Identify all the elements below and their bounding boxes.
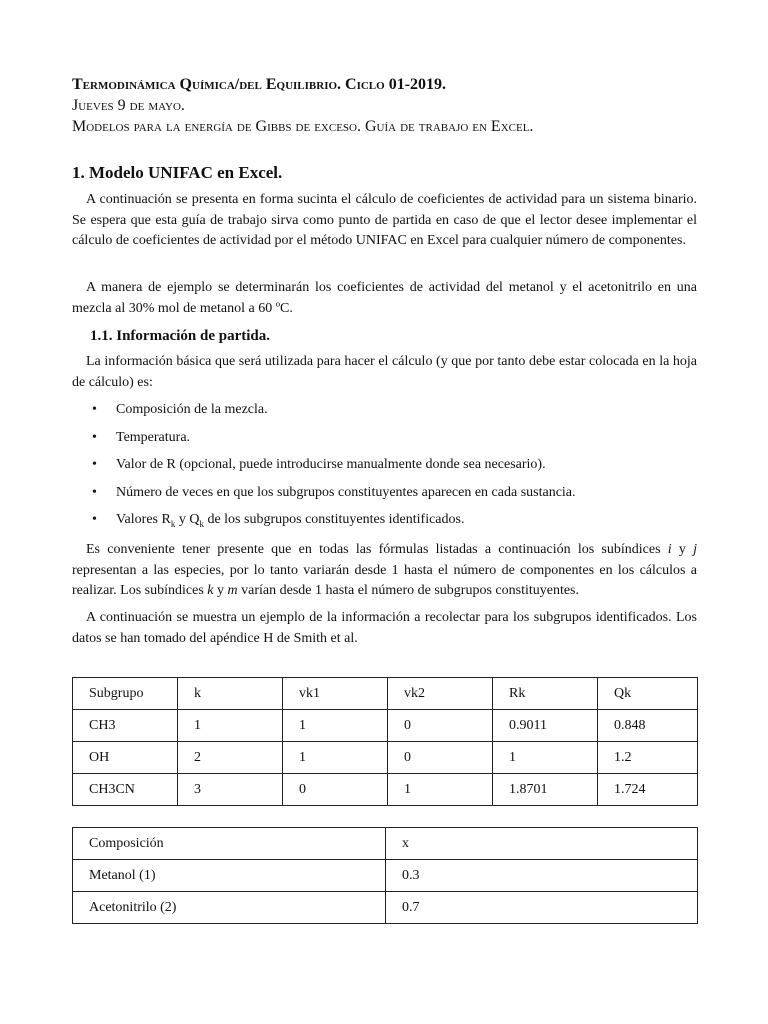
table-header-cell: Qk: [598, 678, 698, 710]
bullet-icon: •: [92, 402, 97, 417]
bullet-icon: •: [92, 429, 97, 445]
table-cell: 2: [178, 742, 283, 774]
table-row: [73, 892, 698, 924]
table-cell: 0.848: [598, 710, 698, 742]
table-row: [73, 710, 698, 742]
table-cell: 1: [283, 710, 388, 742]
subgroup-table: [72, 677, 698, 806]
table-cell: 3: [178, 774, 283, 806]
table-cell: 1.8701: [493, 774, 598, 806]
bullet-icon: •: [92, 484, 97, 500]
table-row: [73, 860, 698, 892]
section-1-1-heading: 1.1. Información de partida.: [90, 328, 270, 344]
bullet-icon: •: [92, 457, 97, 473]
section-1-1-paragraph-2: Es conveniente tener presente que en todas las fórmulas listadas a continuación los subíndices i y j representan a las especies, por lo tanto variarán desde 1 hasta el número de componentes en los cálculos a realizar. Los subíndices k y m varían desde 1 hasta el número de subgrupos constituyentes.: [72, 542, 698, 598]
document-header: [72, 74, 702, 137]
table-cell: CH3CN: [73, 774, 178, 806]
table-cell: 0: [388, 710, 493, 742]
list-item: • Valores $R_k$ y $Q_k$ de los subgrupos constituyentes identificados.: [92, 512, 465, 530]
input-list: [72, 400, 697, 538]
table-cell: 0: [283, 774, 388, 806]
table-cell: Acetonitrilo (2): [73, 892, 386, 924]
section-1-paragraph-1: A continuación se presenta en forma sucinta el cálculo de coeficientes de actividad para un sistema binario. Se espera que esta guía de trabajo sirva como punto de partida en caso de que el lector desee implementar el cálculo de coeficientes de actividad por el método UNIFAC en Excel para cualquier número de componentes.: [72, 192, 697, 248]
table-row: [73, 774, 698, 806]
list-item: • Composición de la mezcla.: [72, 400, 697, 428]
section-1-1-paragraph-3: A continuación se muestra un ejemplo de la información a recolectar para los subgrupos identificados. Los datos se han tomado del apéndice H de Smith et al.: [72, 610, 697, 646]
date-line: Jueves 9 de mayo.: [72, 97, 185, 114]
section-1-heading: 1. Modelo UNIFAC en Excel.: [72, 163, 283, 182]
list-item: • Número de veces en que los subgrupos constituyentes aparecen en cada sustancia.: [72, 483, 697, 511]
list-item: • Valor de R (opcional, puede introducirse manualmente donde sea necesario).: [72, 455, 697, 483]
table-header-cell: Rk: [493, 678, 598, 710]
table-cell: 0.9011: [493, 710, 598, 742]
course-title: Termodinámica Química/del Equilibrio. Ciclo 01-2019.: [72, 76, 447, 93]
table-header-cell: Composición: [73, 828, 386, 860]
list-item: • Temperatura.: [72, 428, 697, 456]
table-cell: 0.3: [386, 860, 698, 892]
table-cell: 1: [178, 710, 283, 742]
table-cell: 0: [388, 742, 493, 774]
table-cell: Metanol (1): [73, 860, 386, 892]
section-1-1-paragraph-1: La información básica que será utilizada para hacer el cálculo (y que por tanto debe estar colocada en la hoja de cálculo) es:: [72, 354, 697, 390]
document-subtitle: Modelos para la energía de Gibbs de exceso. Guía de trabajo en Excel.: [72, 118, 534, 135]
table-row: [73, 742, 698, 774]
bullet-icon: •: [92, 512, 97, 528]
composition-table: [72, 827, 698, 924]
table-header-cell: vk1: [283, 678, 388, 710]
table-header-row: [73, 678, 698, 710]
table-cell: 0.7: [386, 892, 698, 924]
section-1-paragraph-2: A manera de ejemplo se determinarán los coeficientes de actividad del metanol y el acetonitrilo en una mezcla al 30% mol de metanol a 60 ºC.: [72, 280, 697, 316]
table-cell: OH: [73, 742, 178, 774]
table-header-cell: Subgrupo: [73, 678, 178, 710]
table-header-cell: x: [386, 828, 698, 860]
table-header-row: [73, 828, 698, 860]
table-cell: 1: [388, 774, 493, 806]
table-cell: 1.724: [598, 774, 698, 806]
table-cell: 1: [283, 742, 388, 774]
table-cell: 1: [493, 742, 598, 774]
table-cell: CH3: [73, 710, 178, 742]
table-header-cell: k: [178, 678, 283, 710]
table-cell: 1.2: [598, 742, 698, 774]
table-header-cell: vk2: [388, 678, 493, 710]
